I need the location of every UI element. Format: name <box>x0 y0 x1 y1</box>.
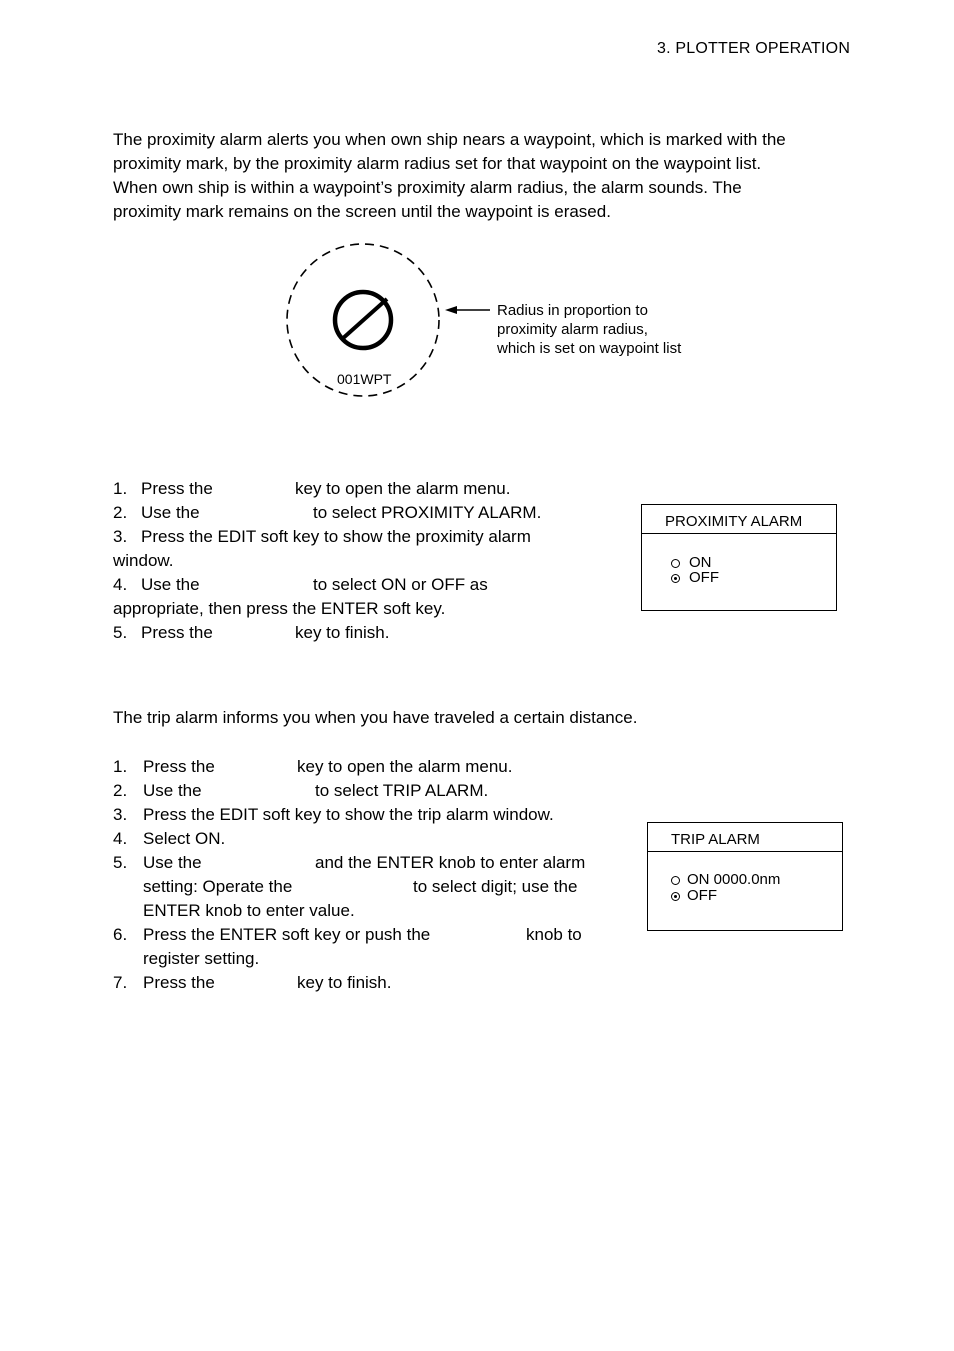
trip-intro: The trip alarm informs you when you have traveled a certain distance. <box>113 708 638 727</box>
radio-off-icon[interactable] <box>671 892 680 901</box>
callout-line: which is set on waypoint list <box>497 340 682 357</box>
callout-line: proximity alarm radius, <box>497 321 648 338</box>
window-title: PROXIMITY ALARM <box>642 505 836 534</box>
radio-on-icon[interactable] <box>671 559 680 568</box>
waypoint-label: 001WPT <box>337 371 392 387</box>
proximity-mark-figure <box>270 236 730 406</box>
option-off-label: OFF <box>689 569 719 586</box>
callout-line: Radius in proportion to <box>497 302 648 319</box>
running-header: 3. PLOTTER OPERATION <box>657 40 851 57</box>
radio-off-icon[interactable] <box>671 574 680 583</box>
option-on-label: ON 0000.0nm <box>687 871 781 888</box>
radio-on-icon[interactable] <box>671 876 680 885</box>
intro-line: When own ship is within a waypoint’s proximity alarm radius, the alarm sounds. The <box>113 178 742 197</box>
waypoint-mark-slash <box>341 299 387 340</box>
intro-paragraph <box>113 128 786 224</box>
option-on-label: ON <box>689 554 712 571</box>
intro-line: The proximity alarm alerts you when own ship nears a waypoint, which is marked with the <box>113 130 786 149</box>
option-off-label: OFF <box>687 887 717 904</box>
intro-line: proximity mark remains on the screen until the waypoint is erased. <box>113 202 611 221</box>
window-title: TRIP ALARM <box>648 823 842 852</box>
intro-line: proximity mark, by the proximity alarm radius set for that waypoint on the waypoint list. <box>113 154 762 173</box>
callout-arrowhead-icon <box>445 306 457 314</box>
trip-alarm-window <box>647 822 843 931</box>
proximity-alarm-window <box>641 504 837 611</box>
